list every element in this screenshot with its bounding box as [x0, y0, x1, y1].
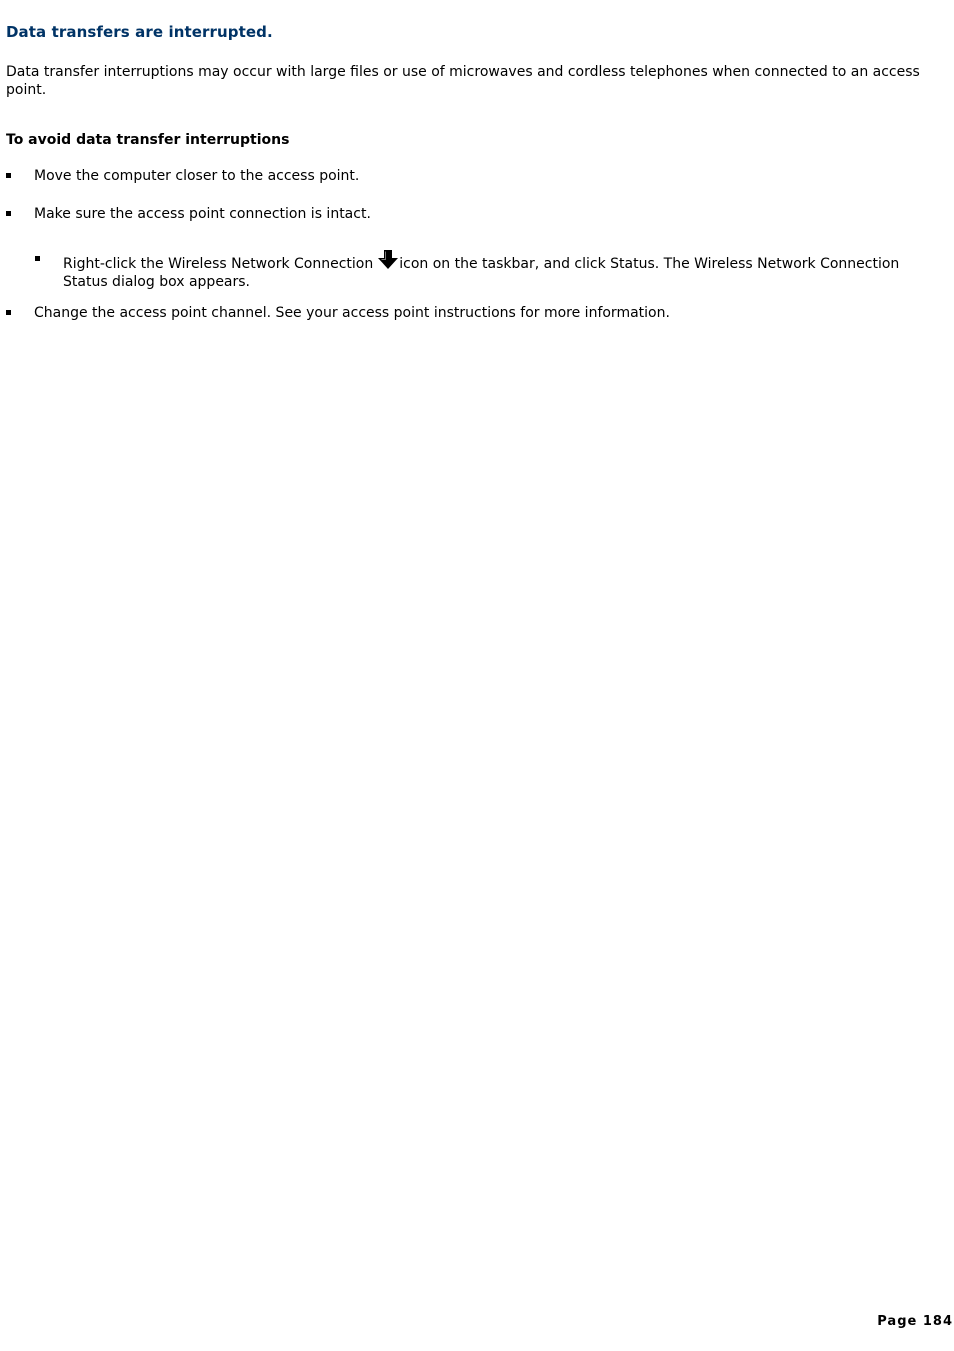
- bullet-marker: [6, 211, 11, 216]
- sub-list-item-text: [63, 250, 933, 291]
- sub-list-item-text-before: Right-click the Wireless Network Connection: [63, 256, 374, 272]
- bullet-marker: [6, 310, 11, 315]
- intro-paragraph: Data transfer interruptions may occur with large files or use of microwaves and cordless telephones when connected to an access point.: [6, 64, 920, 98]
- section-heading: To avoid data transfer interruptions: [6, 132, 290, 148]
- bullet-marker: [35, 256, 40, 261]
- list-item: [6, 304, 946, 322]
- bullet-marker: [6, 173, 11, 178]
- page-title: Data transfers are interrupted.: [6, 23, 273, 41]
- list-item-text: Change the access point channel. See your access point instructions for more information.: [34, 305, 670, 321]
- page-number: Page 184: [877, 1314, 953, 1329]
- list-item-text: Move the computer closer to the access point.: [34, 168, 360, 184]
- sub-list-item-text-after: icon on the taskbar, and click Status. The Wireless Network Connection Status dialog box appears.: [63, 256, 900, 290]
- wireless-network-connection-icon: [377, 250, 399, 270]
- list-item: [6, 167, 946, 185]
- list-item-text: Make sure the access point connection is intact.: [34, 206, 371, 222]
- sub-list-item: [35, 250, 940, 290]
- list-item: [6, 205, 946, 223]
